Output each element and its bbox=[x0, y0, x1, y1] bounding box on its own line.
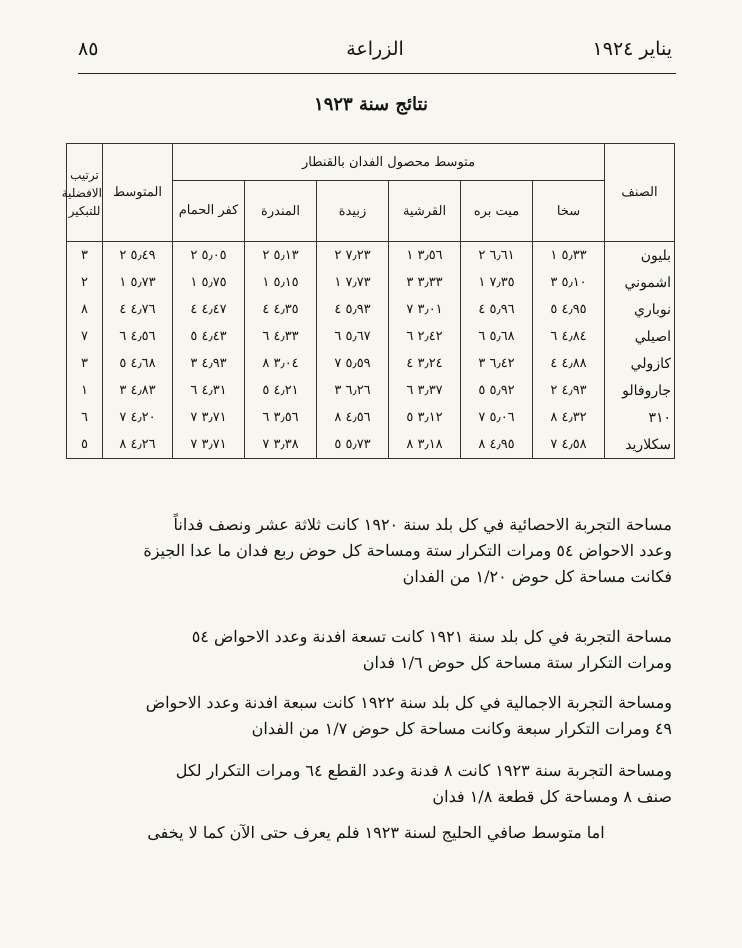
yield-value: ٤٫٥٦ bbox=[345, 410, 371, 425]
yield-rank: ٢ bbox=[190, 248, 198, 263]
yield-rank: ٢ bbox=[478, 248, 486, 263]
header-title: الزراعة bbox=[346, 38, 404, 60]
yield-rank: ٧ bbox=[406, 302, 414, 317]
yield-rank: ١ bbox=[190, 275, 198, 290]
yield-cell bbox=[173, 323, 245, 350]
variety-name: جاروفالو bbox=[605, 377, 675, 404]
yield-cell bbox=[245, 404, 317, 431]
yield-value: ٣٫٣٣ bbox=[417, 275, 443, 290]
average-cell bbox=[103, 404, 173, 431]
yield-cell bbox=[533, 323, 605, 350]
yield-rank: ٣ bbox=[190, 356, 198, 371]
yield-value: ٤٫٢١ bbox=[273, 383, 299, 398]
yield-value: ٥٫٠٥ bbox=[201, 248, 227, 263]
yield-cell bbox=[317, 377, 389, 404]
paragraph-line: صنف ٨ ومساحة كل قطعة ١/٨ فدان bbox=[432, 787, 672, 806]
yield-cell bbox=[389, 323, 461, 350]
variety-name: ٣١٠ bbox=[605, 404, 675, 431]
yield-cell bbox=[317, 296, 389, 323]
average-value: ٤٫٥٦ bbox=[130, 329, 156, 344]
table-row bbox=[67, 377, 675, 404]
yield-value: ٣٫٠٤ bbox=[273, 356, 299, 371]
yield-rank: ٤ bbox=[406, 356, 414, 371]
variety-name: كازولي bbox=[605, 350, 675, 377]
yield-value: ٢٫٤٢ bbox=[417, 329, 443, 344]
yield-value: ٤٫٩٥ bbox=[561, 302, 587, 317]
yield-cell bbox=[317, 431, 389, 459]
yield-value: ٥٫٦٧ bbox=[345, 329, 371, 344]
yield-cell bbox=[173, 377, 245, 404]
yield-rank: ٨ bbox=[478, 437, 486, 452]
table-row bbox=[67, 404, 675, 431]
yield-value: ٤٫٣٥ bbox=[273, 302, 299, 317]
yield-cell bbox=[533, 269, 605, 296]
yield-rank: ٦ bbox=[190, 383, 198, 398]
yield-cell bbox=[461, 377, 533, 404]
yield-cell bbox=[389, 269, 461, 296]
average-rank: ٥ bbox=[119, 356, 127, 371]
average-value: ٤٫٨٣ bbox=[130, 383, 156, 398]
yield-rank: ٦ bbox=[262, 329, 270, 344]
paragraph-line: اما متوسط صافي الحليج لسنة ١٩٢٣ فلم يعرف حتى الآن كما لا يخفى bbox=[147, 823, 605, 842]
yield-value: ٤٫٣١ bbox=[201, 383, 227, 398]
table-row bbox=[67, 323, 675, 350]
average-rank: ٢ bbox=[119, 248, 127, 263]
yield-rank: ٧ bbox=[550, 437, 558, 452]
paragraph-line: فكانت مساحة كل حوض ١/٢٠ من الفدان bbox=[402, 567, 672, 586]
yield-cell bbox=[461, 296, 533, 323]
yield-rank: ٧ bbox=[334, 356, 342, 371]
yield-cell bbox=[245, 269, 317, 296]
yield-cell bbox=[173, 431, 245, 459]
yield-cell bbox=[317, 323, 389, 350]
yield-value: ٥٫٠٦ bbox=[489, 410, 515, 425]
yield-value: ٣٫٧١ bbox=[201, 437, 227, 452]
paragraph-line: مساحة التجربة الاحصائية في كل بلد سنة ١٩٢٠ كانت ثلاثة عشر ونصف فداناً bbox=[173, 515, 672, 534]
yield-value: ٣٫١٢ bbox=[417, 410, 443, 425]
yield-rank: ٢ bbox=[334, 248, 342, 263]
yield-value: ٤٫٨٤ bbox=[561, 329, 587, 344]
yield-rank: ٨ bbox=[262, 356, 270, 371]
yield-value: ٧٫٢٣ bbox=[345, 248, 371, 263]
results-body bbox=[67, 242, 675, 459]
yield-value: ٧٫٧٣ bbox=[345, 275, 371, 290]
yield-cell bbox=[389, 377, 461, 404]
yield-value: ٤٫٣٣ bbox=[273, 329, 299, 344]
yield-cell bbox=[389, 431, 461, 459]
yield-value: ٥٫١٠ bbox=[561, 275, 587, 290]
header-location: المندرة bbox=[245, 181, 317, 242]
yield-value: ٥٫٣٣ bbox=[561, 248, 587, 263]
yield-cell bbox=[461, 350, 533, 377]
yield-rank: ٤ bbox=[190, 302, 198, 317]
yield-rank: ٦ bbox=[550, 329, 558, 344]
yield-value: ٤٫٩٣ bbox=[201, 356, 227, 371]
table-row bbox=[67, 350, 675, 377]
table-row bbox=[67, 431, 675, 459]
yield-value: ٤٫٩٥ bbox=[489, 437, 515, 452]
page-header bbox=[78, 38, 672, 72]
yield-rank: ٣ bbox=[334, 383, 342, 398]
table-row bbox=[67, 269, 675, 296]
yield-value: ٧٫٣٥ bbox=[489, 275, 515, 290]
yield-cell bbox=[245, 296, 317, 323]
yield-rank: ٢ bbox=[550, 383, 558, 398]
paragraph-line: ومساحة التجربة الاجمالية في كل بلد سنة ١٩٢٢ كانت سبعة افدنة وعدد الاحواض bbox=[145, 693, 672, 712]
yield-value: ٥٫١٣ bbox=[273, 248, 299, 263]
header-date: يناير ١٩٢٤ bbox=[592, 38, 672, 60]
yield-cell bbox=[317, 269, 389, 296]
yield-rank: ٥ bbox=[190, 329, 198, 344]
average-cell bbox=[103, 377, 173, 404]
header-rule bbox=[78, 73, 676, 74]
average-rank: ٤ bbox=[119, 302, 127, 317]
yield-value: ٣٫٣٧ bbox=[417, 383, 443, 398]
table-row bbox=[67, 242, 675, 270]
yield-cell bbox=[461, 242, 533, 270]
yield-rank: ٨ bbox=[406, 437, 414, 452]
yield-cell bbox=[173, 350, 245, 377]
variety-name: نوباري bbox=[605, 296, 675, 323]
yield-cell bbox=[245, 323, 317, 350]
yield-cell bbox=[533, 242, 605, 270]
paragraph-line: ومساحة التجربة سنة ١٩٢٣ كانت ٨ فدنة وعدد القطع ٦٤ ومرات التكرار لكل bbox=[175, 761, 672, 780]
yield-value: ٥٫٩٦ bbox=[489, 302, 515, 317]
yield-value: ٤٫٩٣ bbox=[561, 383, 587, 398]
yield-rank: ١ bbox=[406, 248, 414, 263]
yield-cell bbox=[245, 242, 317, 270]
yield-cell bbox=[533, 377, 605, 404]
earliness-rank: ٦ bbox=[67, 404, 103, 431]
earliness-rank: ٣ bbox=[67, 242, 103, 270]
yield-cell bbox=[389, 296, 461, 323]
yield-rank: ٦ bbox=[334, 329, 342, 344]
yield-value: ٦٫٤٢ bbox=[489, 356, 515, 371]
yield-value: ٣٫١٨ bbox=[417, 437, 443, 452]
average-rank: ٦ bbox=[119, 329, 127, 344]
average-cell bbox=[103, 350, 173, 377]
yield-rank: ٦ bbox=[406, 329, 414, 344]
yield-cell bbox=[533, 431, 605, 459]
yield-rank: ٦ bbox=[262, 410, 270, 425]
yield-value: ٤٫٤٣ bbox=[201, 329, 227, 344]
yield-rank: ٥ bbox=[478, 383, 486, 398]
yield-cell bbox=[461, 269, 533, 296]
yield-value: ٤٫٥٨ bbox=[561, 437, 587, 452]
yield-value: ٥٫٧٥ bbox=[201, 275, 227, 290]
yield-rank: ١ bbox=[334, 275, 342, 290]
average-value: ٤٫٢٦ bbox=[130, 437, 156, 452]
variety-name: سكلاريد bbox=[605, 431, 675, 459]
yield-cell bbox=[173, 296, 245, 323]
yield-rank: ٤ bbox=[334, 302, 342, 317]
earliness-rank: ١ bbox=[67, 377, 103, 404]
yield-rank: ١ bbox=[262, 275, 270, 290]
average-rank: ١ bbox=[119, 275, 127, 290]
average-cell bbox=[103, 269, 173, 296]
header-variety: الصنف bbox=[605, 144, 675, 242]
yield-value: ٣٫٠١ bbox=[417, 302, 443, 317]
yield-value: ٥٫٦٨ bbox=[489, 329, 515, 344]
yield-value: ٤٫٣٢ bbox=[561, 410, 587, 425]
earliness-rank: ٧ bbox=[67, 323, 103, 350]
page-number: ٨٥ bbox=[78, 38, 99, 60]
header-location: سخا bbox=[533, 181, 605, 242]
yield-rank: ٣ bbox=[550, 275, 558, 290]
yield-rank: ١ bbox=[478, 275, 486, 290]
yield-rank: ٨ bbox=[334, 410, 342, 425]
yield-cell bbox=[173, 404, 245, 431]
yield-rank: ٥ bbox=[550, 302, 558, 317]
yield-rank: ٧ bbox=[190, 437, 198, 452]
paragraph bbox=[80, 624, 672, 676]
average-value: ٤٫٦٨ bbox=[130, 356, 156, 371]
yield-value: ٣٫٣٨ bbox=[273, 437, 299, 452]
yield-value: ٦٫٦١ bbox=[489, 248, 515, 263]
paragraph-line: مساحة التجربة في كل بلد سنة ١٩٢١ كانت تسعة افدنة وعدد الاحواض ٥٤ bbox=[191, 627, 672, 646]
yield-cell bbox=[317, 242, 389, 270]
average-cell bbox=[103, 431, 173, 459]
yield-value: ٥٫٩٢ bbox=[489, 383, 515, 398]
yield-value: ٥٫١٥ bbox=[273, 275, 299, 290]
yield-value: ٤٫٨٨ bbox=[561, 356, 587, 371]
yield-value: ٣٫٢٤ bbox=[417, 356, 443, 371]
yield-cell bbox=[461, 323, 533, 350]
earliness-rank: ٨ bbox=[67, 296, 103, 323]
average-rank: ٣ bbox=[119, 383, 127, 398]
paragraph-line: ٤٩ ومرات التكرار سبعة وكانت مساحة كل حوض ١/٧ من الفدان bbox=[251, 719, 672, 738]
yield-rank: ٨ bbox=[550, 410, 558, 425]
yield-cell bbox=[389, 350, 461, 377]
yield-cell bbox=[533, 350, 605, 377]
average-cell bbox=[103, 242, 173, 270]
yield-value: ٥٫٩٣ bbox=[345, 302, 371, 317]
yield-rank: ٧ bbox=[478, 410, 486, 425]
average-value: ٥٫٧٣ bbox=[130, 275, 156, 290]
paragraph bbox=[80, 690, 672, 742]
yield-rank: ٦ bbox=[406, 383, 414, 398]
yield-cell bbox=[317, 350, 389, 377]
variety-name: بليون bbox=[605, 242, 675, 270]
earliness-rank: ٣ bbox=[67, 350, 103, 377]
yield-rank: ١ bbox=[550, 248, 558, 263]
paragraph bbox=[80, 512, 672, 590]
yield-cell bbox=[317, 404, 389, 431]
yield-rank: ٥ bbox=[262, 383, 270, 398]
yield-cell bbox=[245, 377, 317, 404]
results-table bbox=[61, 143, 675, 459]
header-yield-group: متوسط محصول الفدان بالقنطار bbox=[173, 144, 605, 181]
yield-rank: ٧ bbox=[262, 437, 270, 452]
average-cell bbox=[103, 296, 173, 323]
yield-value: ٣٫٥٦ bbox=[273, 410, 299, 425]
yield-rank: ٤ bbox=[262, 302, 270, 317]
table-title: نتائج سنة ١٩٢٣ bbox=[314, 94, 428, 115]
average-rank: ٨ bbox=[119, 437, 127, 452]
yield-cell bbox=[533, 296, 605, 323]
earliness-rank: ٥ bbox=[67, 431, 103, 459]
header-rank: ترتيب الافضلية للتبكير bbox=[67, 144, 103, 242]
yield-value: ٥٫٥٩ bbox=[345, 356, 371, 371]
yield-rank: ٦ bbox=[478, 329, 486, 344]
table-row bbox=[67, 296, 675, 323]
yield-rank: ٧ bbox=[190, 410, 198, 425]
yield-value: ٣٫٥٦ bbox=[417, 248, 443, 263]
yield-cell bbox=[389, 404, 461, 431]
yield-cell bbox=[173, 269, 245, 296]
earliness-rank: ٢ bbox=[67, 269, 103, 296]
header-location: ميت بره bbox=[461, 181, 533, 242]
yield-value: ٥٫٧٣ bbox=[345, 437, 371, 452]
average-value: ٤٫٢٠ bbox=[130, 410, 156, 425]
yield-cell bbox=[461, 431, 533, 459]
paragraph-line: وعدد الاحواض ٥٤ ومرات التكرار ستة ومساحة كل حوض ربع فدان ما عدا الجيزة bbox=[143, 541, 672, 560]
paragraph bbox=[80, 758, 672, 810]
average-rank: ٧ bbox=[119, 410, 127, 425]
yield-cell bbox=[389, 242, 461, 270]
header-location: القرشية bbox=[389, 181, 461, 242]
yield-rank: ٣ bbox=[478, 356, 486, 371]
yield-cell bbox=[173, 242, 245, 270]
yield-rank: ٣ bbox=[406, 275, 414, 290]
yield-rank: ٢ bbox=[262, 248, 270, 263]
yield-cell bbox=[245, 350, 317, 377]
header-location: كفر الحمام bbox=[173, 181, 245, 242]
yield-value: ٣٫٧١ bbox=[201, 410, 227, 425]
yield-rank: ٥ bbox=[406, 410, 414, 425]
yield-cell bbox=[245, 431, 317, 459]
yield-rank: ٤ bbox=[478, 302, 486, 317]
paragraph-line: ومرات التكرار ستة مساحة كل حوض ١/٦ فدان bbox=[362, 653, 672, 672]
header-location: زبيدة bbox=[317, 181, 389, 242]
yield-cell bbox=[461, 404, 533, 431]
yield-rank: ٥ bbox=[334, 437, 342, 452]
average-value: ٤٫٧٦ bbox=[130, 302, 156, 317]
yield-value: ٤٫٤٧ bbox=[201, 302, 227, 317]
paragraph bbox=[80, 820, 672, 846]
variety-name: اشموني bbox=[605, 269, 675, 296]
average-value: ٥٫٤٩ bbox=[130, 248, 156, 263]
yield-cell bbox=[533, 404, 605, 431]
header-average: المتوسط bbox=[103, 144, 173, 242]
yield-rank: ٤ bbox=[550, 356, 558, 371]
average-cell bbox=[103, 323, 173, 350]
variety-name: اصيلي bbox=[605, 323, 675, 350]
yield-value: ٦٫٢٦ bbox=[345, 383, 371, 398]
